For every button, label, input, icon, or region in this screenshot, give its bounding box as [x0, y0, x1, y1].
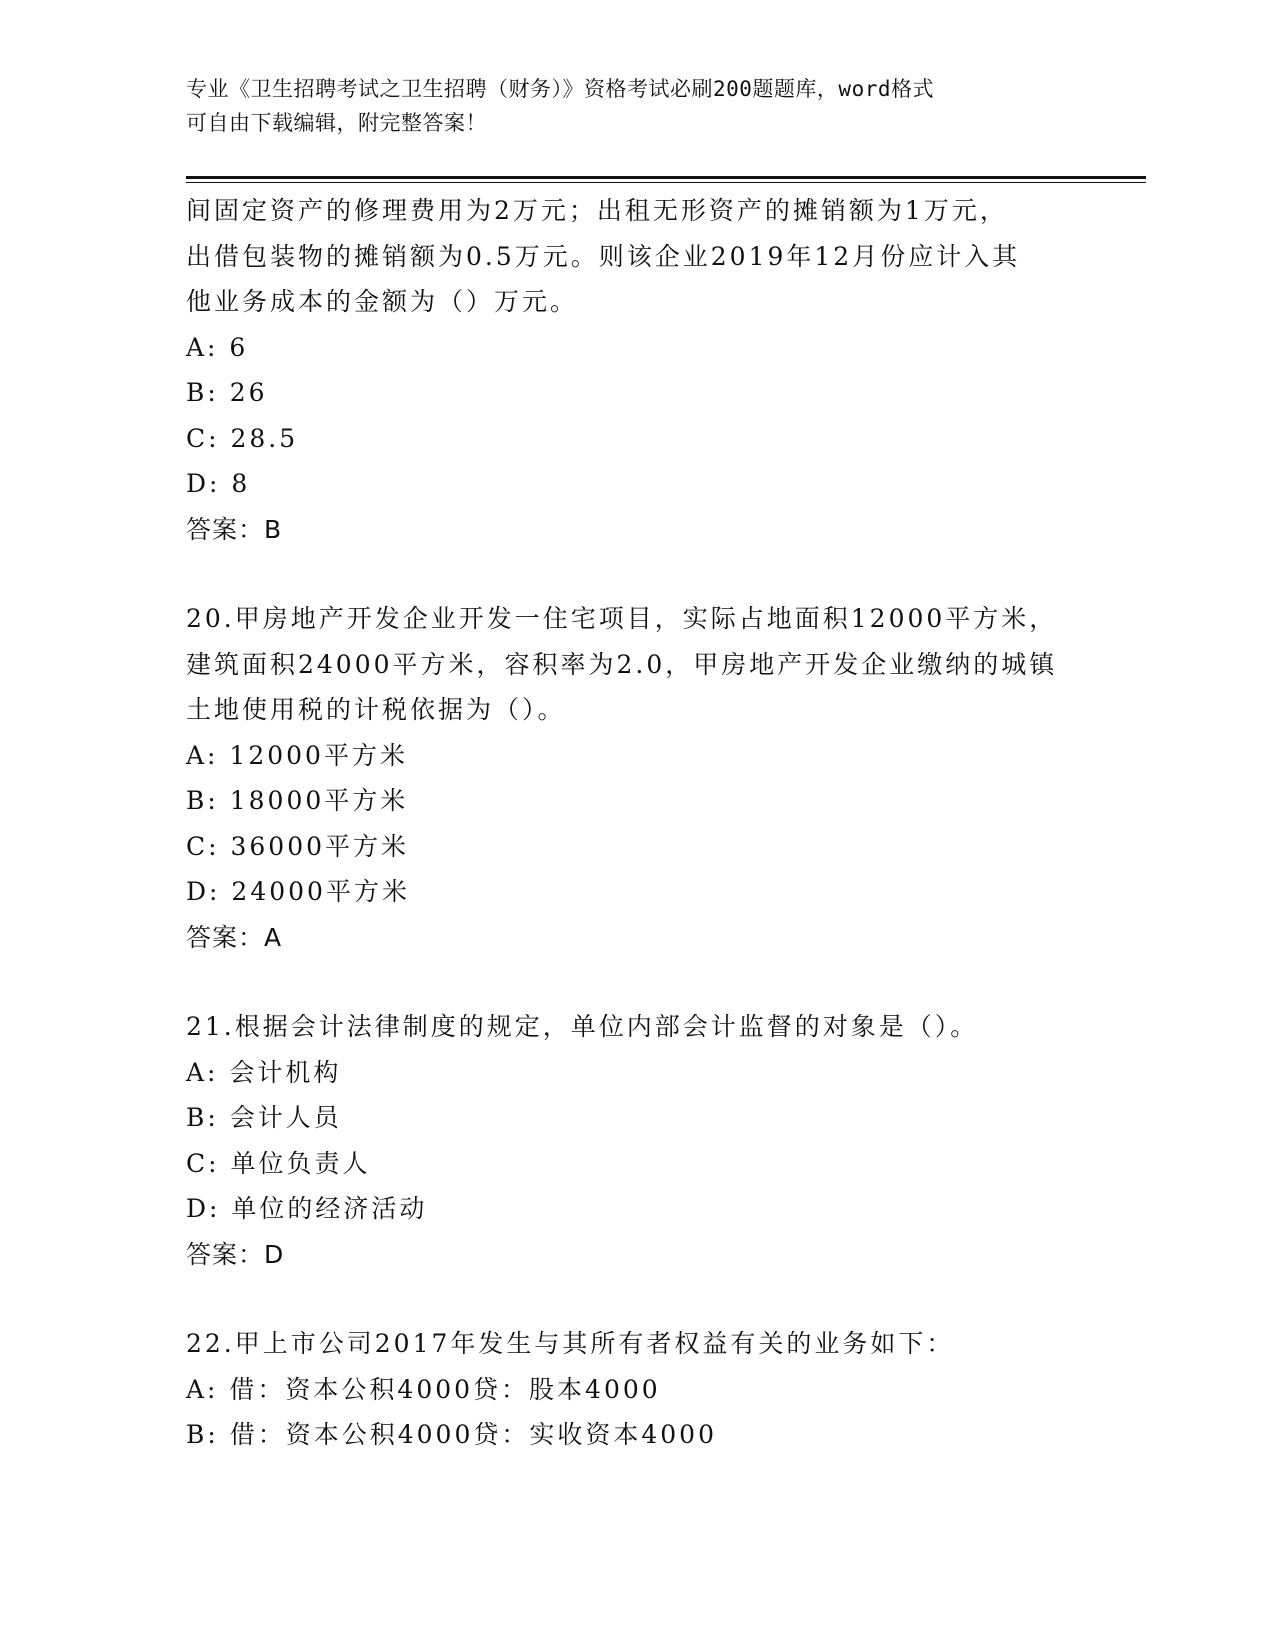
option-a: A: 会计机构: [186, 1057, 342, 1087]
option-d: D: 单位的经济活动: [186, 1194, 428, 1223]
question-21: [186, 1004, 1146, 1277]
header-line-2: 可自由下载编辑，附完整答案！: [186, 111, 487, 135]
question-stem-line: 间固定资产的修理费用为2万元；出租无形资产的摊销额为1万元，: [186, 196, 1008, 225]
option-b: B: 借：资本公积4000贷：实收资本4000: [186, 1420, 717, 1449]
answer-line: 答案：B: [186, 514, 283, 544]
option-a: A: 借：资本公积4000贷：股本4000: [186, 1374, 661, 1404]
option-d: D: 8: [186, 469, 251, 498]
option-b: B: 会计人员: [186, 1103, 342, 1132]
question-stem-line: 21.根据会计法律制度的规定，单位内部会计监督的对象是（）。: [186, 1012, 979, 1041]
option-b: B: 26: [186, 378, 268, 407]
option-b: B: 18000平方米: [186, 786, 409, 815]
question-stem-line: 土地使用税的计税依据为（）。: [186, 695, 566, 724]
question-stem-line: 他业务成本的金额为（）万元。: [186, 287, 579, 316]
option-c: C: 28.5: [186, 423, 299, 453]
option-c: C: 单位负责人: [186, 1148, 371, 1178]
question-19: [186, 188, 1146, 552]
question-stem-line: 20.甲房地产开发企业开发一住宅项目，实际占地面积12000平方米，: [186, 604, 1058, 633]
question-20: [186, 596, 1146, 960]
option-c: C: 36000平方米: [186, 831, 410, 861]
option-a: A: 12000平方米: [186, 740, 408, 770]
document-body: [186, 188, 1146, 1458]
header-rule-thin: [186, 182, 1146, 183]
question-stem-line: 建筑面积24000平方米，容积率为2.0，甲房地产开发企业缴纳的城镇: [186, 649, 1058, 679]
question-stem-line: 出借包装物的摊销额为0.5万元。则该企业2019年12月份应计入其: [186, 241, 1021, 271]
question-22: [186, 1321, 1146, 1458]
header-line-1: 专业《卫生招聘考试之卫生招聘（财务）》资格考试必刷200题题库，word格式: [186, 77, 934, 101]
header-rule-thick: [186, 176, 1146, 179]
answer-line: 答案：D: [186, 1239, 285, 1269]
option-a: A: 6: [186, 332, 249, 362]
answer-line: 答案：A: [186, 922, 283, 952]
document-header: [186, 72, 1086, 140]
question-stem-line: 22.甲上市公司2017年发生与其所有者权益有关的业务如下：: [186, 1329, 955, 1358]
option-d: D: 24000平方米: [186, 877, 410, 906]
